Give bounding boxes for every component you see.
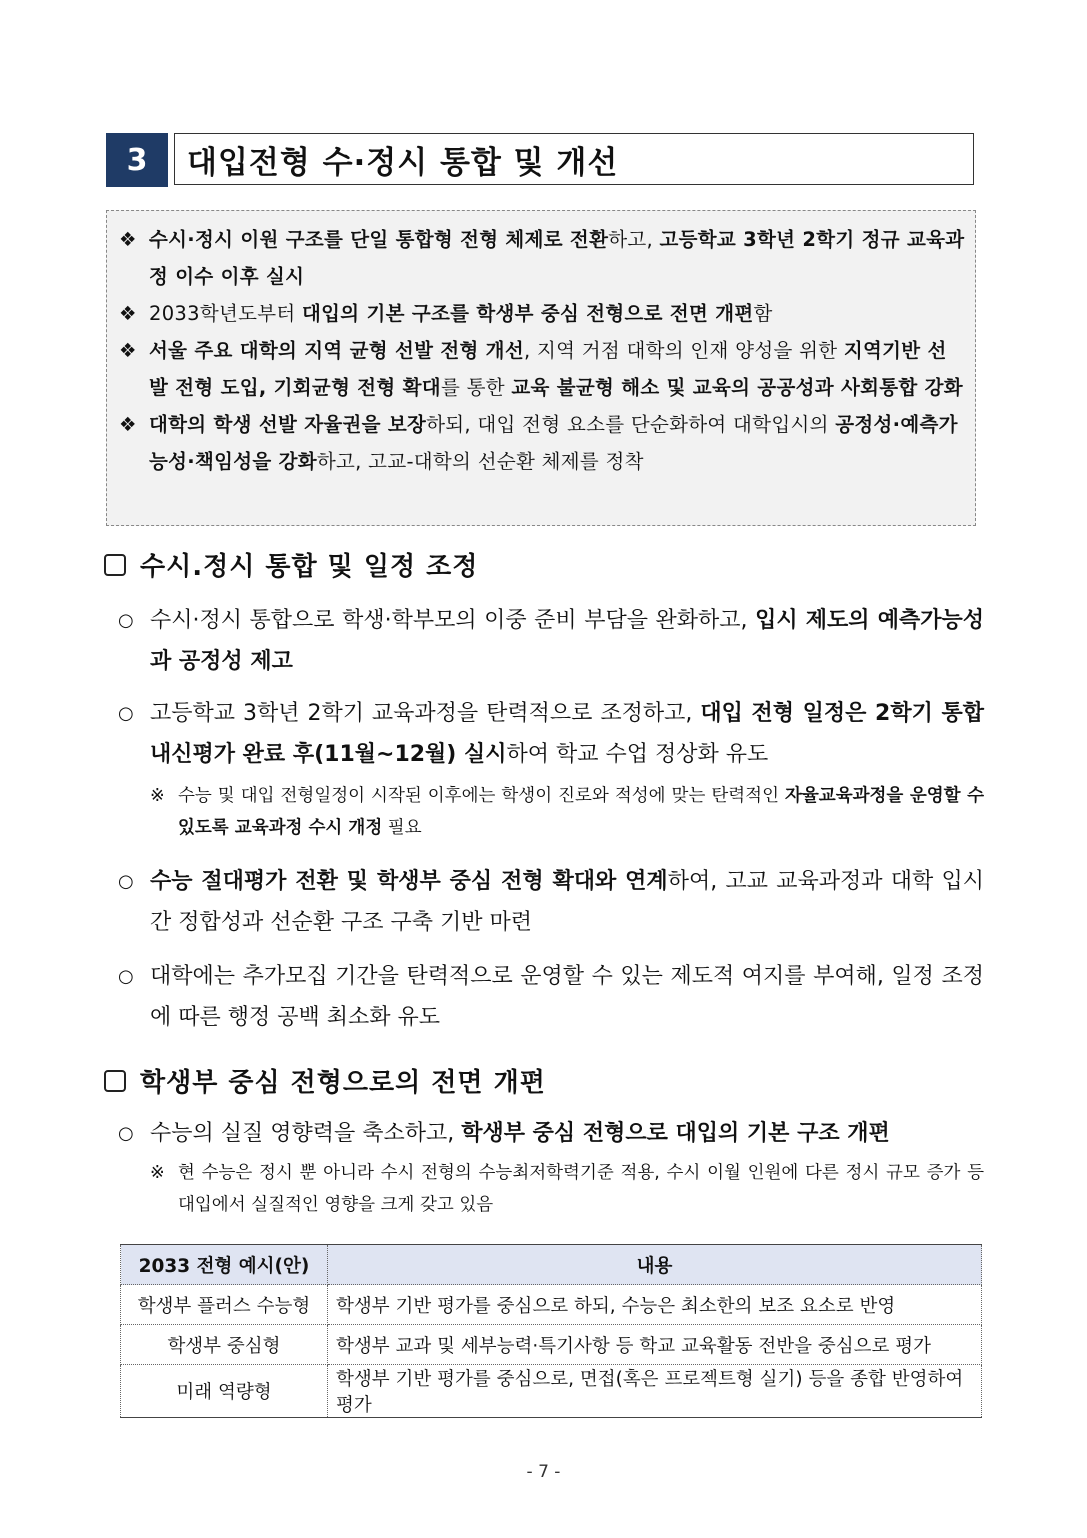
subheading-2 (104, 1062, 546, 1099)
bullet-text (150, 861, 984, 943)
diamond-bullet-icon: ❖ (119, 302, 137, 325)
bold-text: 고등학교 3학년 2학기 정규 교육과정 이수 이후 실시 (149, 228, 965, 288)
bold-text: 지역기반 선발 전형 도입, 기회균형 전형 확대 (149, 339, 947, 399)
table-cell: 학생부 플러스 수능형 (121, 1285, 328, 1325)
bold-text: 교육 불균형 해소 및 교육의 공공성과 사회통합 강화 (511, 376, 963, 399)
checkbox-icon (104, 554, 126, 576)
bold-text: 입시 제도의 예측가능성과 공정성 제고 (150, 608, 984, 674)
note-text (178, 780, 984, 844)
reference-mark-icon: ※ (150, 786, 165, 806)
text-run: 하여 학교 수업 정상화 유도 (506, 742, 769, 767)
bold-text: 학생부 중심 전형으로 대입의 기본 구조 개편 (461, 1121, 890, 1146)
text-run: 수능의 실질 영향력을 축소하고, (150, 1121, 462, 1146)
subheading-title: 학생부 중심 전형으로의 전면 개편 (140, 1068, 546, 1098)
table-row (121, 1285, 982, 1325)
table-header: 2033 전형 예시(안) (121, 1245, 328, 1285)
bullet-item (118, 600, 984, 682)
diamond-bullet-icon: ❖ (119, 413, 137, 436)
summary-item (119, 295, 965, 332)
summary-item (119, 332, 965, 406)
text-run: 필요 (382, 818, 422, 838)
note-item (150, 1157, 984, 1221)
table-cell: 학생부 기반 평가를 중심으로 하되, 수능은 최소한의 보조 요소로 반영 (328, 1285, 982, 1325)
text-run: 대학에는 추가모집 기간을 탄력적으로 운영할 수 있는 제도적 여지를 부여해, 일정 조정에 따른 행정 공백 최소화 유도 (150, 964, 984, 1030)
table-cell: 학생부 기반 평가를 중심으로, 면접(혹은 프로젝트형 실기) 등을 종합 반영하여 평가 (328, 1365, 982, 1418)
table-header: 내용 (328, 1245, 982, 1285)
circle-bullet-icon: ○ (118, 610, 134, 631)
reference-mark-icon: ※ (150, 1163, 165, 1183)
bullet-text (150, 1113, 984, 1154)
table-cell: 학생부 중심형 (121, 1325, 328, 1365)
section-header (106, 133, 976, 187)
table-row (121, 1325, 982, 1365)
diamond-bullet-icon: ❖ (119, 339, 137, 362)
text-run: , 지역 거점 대학의 인재 양성을 위한 (523, 339, 844, 362)
page-number: - 7 - (526, 1462, 561, 1482)
text-run: 하고, (608, 228, 660, 251)
bullet-text (150, 600, 984, 682)
note-text (178, 1157, 984, 1221)
text-run: 하고, 고교-대학의 선순환 체제를 정착 (316, 450, 644, 473)
bullet-item (118, 861, 984, 943)
bold-text: 대학의 학생 선발 자율권을 보장 (149, 413, 427, 436)
bullet-item (118, 693, 984, 775)
circle-bullet-icon: ○ (118, 703, 134, 724)
summary-text (149, 295, 965, 332)
circle-bullet-icon: ○ (118, 1123, 134, 1144)
subheading-1 (104, 546, 478, 583)
text-run: 현 수능은 정시 뿐 아니라 수시 전형의 수능최저학력기준 적용, 수시 이월 인원에 다른 정시 규모 증가 등 대입에서 실질적인 영향을 크게 갖고 있음 (178, 1163, 984, 1215)
bold-text: 대입의 기본 구조를 학생부 중심 전형으로 전면 개편 (302, 302, 754, 325)
text-run: 수시·정시 통합으로 학생·학부모의 이중 준비 부담을 완화하고, (150, 608, 756, 633)
table-cell: 미래 역량형 (121, 1365, 328, 1418)
text-run: 하여, 고교 교육과정과 대학 입시 간 정합성과 선순환 구조 구축 기반 마련 (150, 869, 984, 935)
checkbox-icon (104, 1070, 126, 1092)
bullet-text (150, 956, 984, 1038)
bold-text: 공정성·예측가능성·책임성을 강화 (149, 413, 958, 473)
text-run: 함 (753, 302, 773, 325)
note-item (150, 780, 984, 844)
table-row (121, 1365, 982, 1418)
diamond-bullet-icon: ❖ (119, 228, 137, 251)
text-run: 를 통한 (440, 376, 512, 399)
bold-text: 대입 전형 일정은 2학기 통합 내신평가 완료 후(11월~12월) 실시 (150, 701, 985, 767)
circle-bullet-icon: ○ (118, 871, 134, 892)
subheading-title: 수시.정시 통합 및 일정 조정 (140, 552, 479, 582)
table-header-row (121, 1245, 982, 1285)
summary-text (149, 221, 965, 295)
bold-text: 자율교육과정을 운영할 수 있도록 교육과정 수시 개정 (178, 786, 985, 838)
bullet-item (118, 1113, 984, 1154)
section-title-box (174, 133, 974, 185)
circle-bullet-icon: ○ (118, 966, 134, 987)
summary-item (119, 221, 965, 295)
section-number: 3 (106, 133, 168, 187)
text-run: 2033학년도부터 (149, 302, 303, 325)
admission-examples-table (120, 1244, 982, 1418)
bullet-text (150, 693, 984, 775)
summary-text (149, 406, 965, 480)
summary-box (106, 210, 976, 526)
bold-text: 서울 주요 대학의 지역 균형 선발 전형 개선 (149, 339, 524, 362)
text-run: 수능 및 대입 전형일정이 시작된 이후에는 학생이 진로와 적성에 맞는 탄력적인 (178, 786, 785, 806)
bold-text: 수시·정시 이원 구조를 단일 통합형 전형 체제로 전환 (149, 228, 609, 251)
section-title: 대입전형 수·정시 통합 및 개선 (187, 144, 619, 181)
text-run: 하되, 대입 전형 요소를 단순화하여 대학입시의 (426, 413, 836, 436)
summary-item (119, 406, 965, 480)
text-run: 고등학교 3학년 2학기 교육과정을 탄력적으로 조정하고, (150, 701, 701, 726)
table-cell: 학생부 교과 및 세부능력·특기사항 등 학교 교육활동 전반을 중심으로 평가 (328, 1325, 982, 1365)
bullet-item (118, 956, 984, 1038)
summary-text (149, 332, 965, 406)
bold-text: 수능 절대평가 전환 및 학생부 중심 전형 확대와 연계 (150, 869, 668, 894)
